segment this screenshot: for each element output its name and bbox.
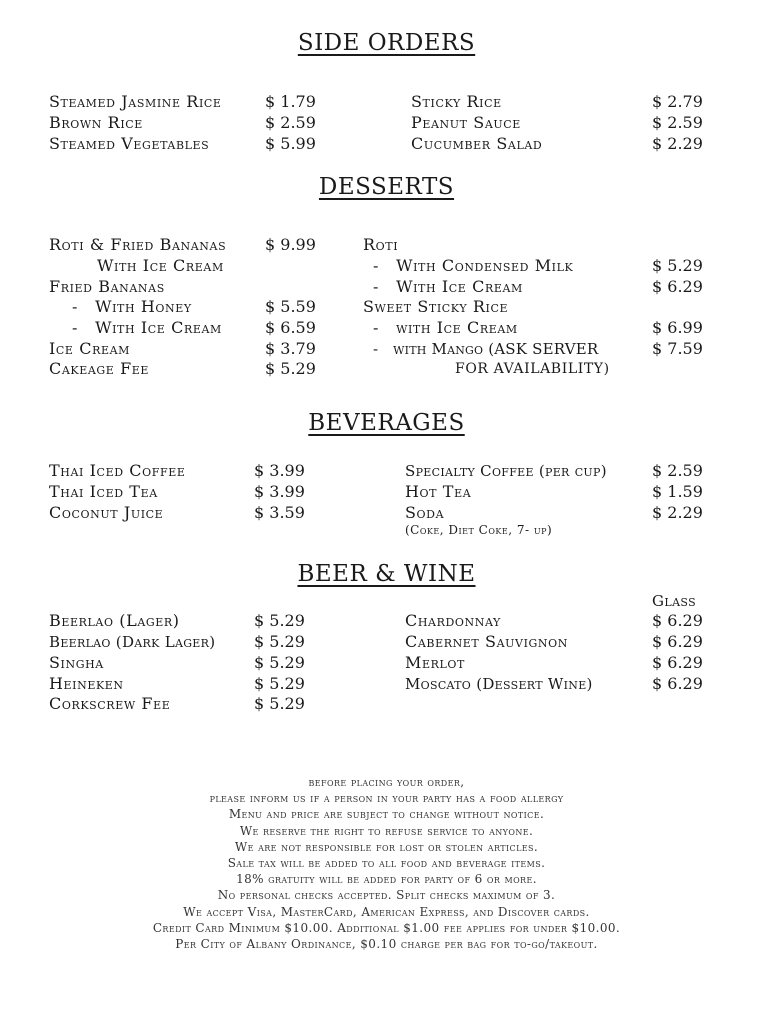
menu-item-price: $ 3.99 [254,482,305,501]
menu-item-name: Chardonnay [405,611,501,630]
menu-item-name: Roti [363,235,399,254]
menu-item-name: Fried Bananas [49,277,165,296]
menu-item-name: Thai Iced Coffee [49,461,186,480]
beer-wine-heading: BEER & WINE [297,561,476,587]
menu-item-name: Singha [49,653,104,672]
menu-item-price: $ 6.29 [652,653,703,672]
desserts-heading: DESSERTS [318,174,455,200]
menu-item-price: $ 6.59 [265,318,316,337]
menu-item-price: $ 5.29 [254,611,305,630]
menu-item-name: Heineken [49,674,124,693]
menu-item-price: $ 5.29 [254,653,305,672]
soda-note: (Coke, Diet Coke, 7- up) [405,523,553,537]
footer-line: Menu and price are subject to change without notice. [228,807,545,822]
menu-item-name: Steamed Vegetables [49,134,210,153]
menu-item-price: $ 6.29 [652,277,703,296]
menu-item-price: $ 1.59 [652,482,703,501]
footer-line: Per City of Albany Ordinance, $0.10 charge per bag for to-go/takeout. [175,937,598,952]
menu-item-price: $ 2.79 [652,92,703,111]
menu-item-name: - With Condensed Milk [373,256,574,275]
footer-line: before placing your order, [308,775,465,789]
footer-line: No personal checks accepted. Split checks maximum of 3. [217,888,556,903]
menu-item-name: Coconut Juice [49,503,164,522]
menu-item-name: - With Honey [72,297,192,316]
footer-line: Sale tax will be added to all food and beverage items. [227,856,546,871]
footer-line: We accept Visa, MasterCard, American Express, and Discover cards. [183,904,590,919]
menu-item-name: Ice Cream [49,339,131,358]
menu-item-price: $ 3.79 [265,339,316,358]
menu-item-name: Soda [405,503,445,522]
menu-item-price: $ 7.59 [652,339,703,358]
menu-item-price: $ 2.29 [652,503,703,522]
footer-notes [0,774,773,952]
menu-item-price: $ 1.79 [265,92,316,111]
menu-item-name: FOR AVAILABILITY) [455,361,610,377]
menu-item-name: With Ice Cream [97,256,224,275]
menu-item-name: Beerlao (Lager) [49,611,180,630]
menu-item-name: Steamed Jasmine Rice [49,92,222,111]
footer-line: 18% gratuity will be added for party of 6 or more. [236,872,537,887]
menu-item-name: Corkscrew Fee [49,694,171,713]
menu-item-name: Brown Rice [49,113,143,132]
menu-item-name: Cakeage Fee [49,359,150,378]
side-orders-heading: SIDE ORDERS [297,30,476,56]
menu-item-name: Cucumber Salad [411,134,543,153]
footer-line: We reserve the right to refuse service to anyone. [239,823,534,838]
menu-item-price: $ 6.99 [652,318,703,337]
menu-item-name: - With Ice Cream [373,277,523,296]
menu-item-price: $ 5.29 [652,256,703,275]
footer-line: We are not responsible for lost or stolen articles. [234,839,539,854]
menu-item-price: $ 2.29 [652,134,703,153]
menu-item-price: $ 3.59 [254,503,305,522]
menu-item-price: $ 5.29 [265,359,316,378]
menu-item-price: $ 5.29 [254,674,305,693]
menu-item-price: $ 5.29 [254,694,305,713]
menu-item-name: Peanut Sauce [411,113,521,132]
menu-item-name: Merlot [405,653,465,672]
menu-item-name: Thai Iced Tea [49,482,158,501]
menu-item-name: - With Ice Cream [72,318,222,337]
menu-item-name: Sweet Sticky Rice [363,297,509,316]
menu-item-name: Sticky Rice [411,92,502,111]
menu-item-name: Moscato (Dessert Wine) [405,675,593,693]
menu-item-name: Hot Tea [405,482,472,501]
menu-item-price: $ 5.59 [265,297,316,316]
menu-item-price: $ 2.59 [265,113,316,132]
menu-item-name: - with Mango (ASK SERVER [373,340,599,358]
menu-item-price: $ 2.59 [652,113,703,132]
menu-item-price: $ 5.99 [265,134,316,153]
menu-item-name: Cabernet Sauvignon [405,632,568,651]
footer-line: please inform us if a person in your party has a food allergy [209,791,564,806]
menu-item-name: Specialty Coffee (per cup) [405,462,607,480]
menu-item-name: - with Ice Cream [373,318,518,337]
glass-label: Glass [652,592,697,610]
menu-item-price: $ 6.29 [652,632,703,651]
menu-item-price: $ 9.99 [265,235,316,254]
menu-item-price: $ 2.59 [652,461,703,480]
footer-line: Credit Card Minimum $10.00. Additional $1.00 fee applies for under $10.00. [152,920,621,935]
menu-item-price: $ 6.29 [652,611,703,630]
menu-item-price: $ 5.29 [254,632,305,651]
beverages-heading: BEVERAGES [308,410,465,436]
menu-item-name: Roti & Fried Bananas [49,235,227,254]
menu-item-name: Beerlao (Dark Lager) [49,633,216,651]
menu-item-price: $ 6.29 [652,674,703,693]
menu-item-price: $ 3.99 [254,461,305,480]
